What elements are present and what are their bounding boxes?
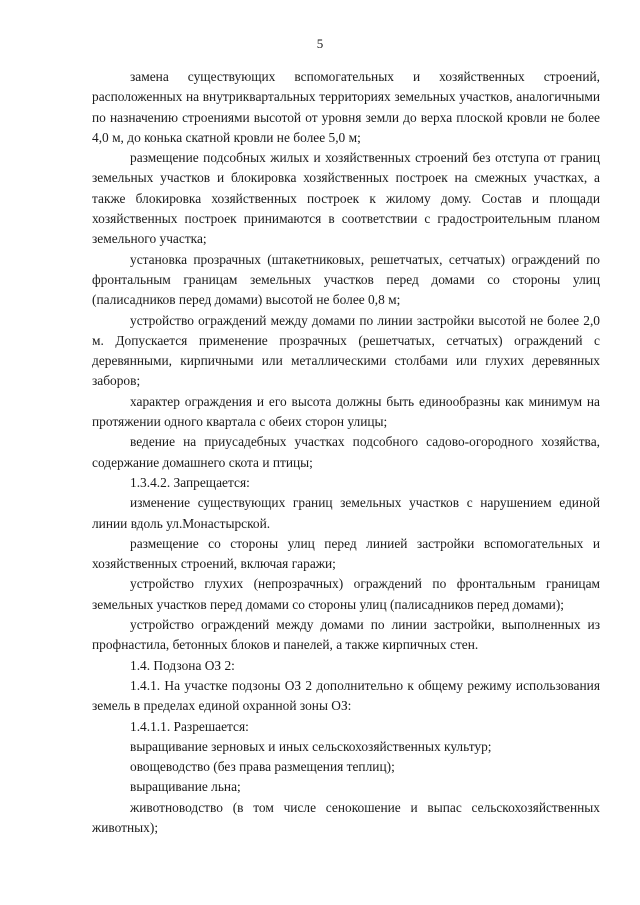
paragraph-fence-materials: устройство ограждений между домами по линии застройки, выполненных из профнастила, бетонных блоков и панелей, а также кирпичных стен.: [92, 617, 600, 653]
paragraph-street-side-buildings: размещение со стороны улиц перед линией застройки вспомогательных и хозяйственных строений, включая гаражи;: [92, 535, 600, 572]
page-number: 5: [316, 36, 324, 51]
paragraph-fence-uniformity: характер ограждения и его высота должны быть единообразны как минимум на протяжении одного квартала с обеих сторон улицы;: [92, 393, 600, 430]
paragraph-placement-without-setback: размещение подсобных жилых и хозяйственных строений без отступа от границ земельных участков и блокировка хозяйственных построек на смежных участках, а также блокировка хозяйственных построек к жилому дому. Состав и площади хозяйственных построек принимаются в соответствии с градостроительным планом земельного участка;: [92, 150, 600, 247]
section-heading-prohibited: 1.3.4.2. Запрещается:: [130, 474, 250, 490]
list-item-vegetable-growing: овощеводство (без права размещения теплиц);: [130, 759, 395, 775]
list-item-livestock: животноводство (в том числе сенокошение и выпас сельскохозяйственных животных);: [92, 799, 600, 835]
paragraph-solid-fences: устройство глухих (непрозрачных) ограждений по фронтальным границам земельных участков перед домами со стороны улиц (палисадников перед домами);: [92, 576, 600, 612]
paragraph-subzone-regime: 1.4.1. На участке подзоны ОЗ 2 дополнительно к общему режиму использования земель в пределах единой охранной зоны ОЗ:: [92, 677, 600, 714]
paragraph-replacement-of-buildings: замена существующих вспомогательных и хозяйственных строений, расположенных на внутриквартальных территориях земельных участков, аналогичными по назначению строениями высотой от уровня земли до верха плоской кровли не более 4,0 м, до конька скатной кровли не более 5,0 м;: [92, 69, 600, 145]
paragraph-fences-between-houses: устройство ограждений между домами по линии застройки высотой не более 2,0 м. Допускается применение прозрачных (решетчатых, сетчатых) ограждений с деревянными, кирпичными или металлическими столбами или глухих деревянных заборов;: [92, 312, 600, 389]
section-heading-permitted: 1.4.1.1. Разрешается:: [130, 718, 249, 734]
paragraph-household-farming: ведение на приусадебных участках подсобного садово-огородного хозяйства, содержание домашнего скота и птицы;: [92, 434, 600, 470]
list-item-grain-crops: выращивание зерновых и иных сельскохозяйственных культур;: [130, 738, 492, 754]
list-item-flax-growing: выращивание льна;: [130, 779, 241, 795]
body-text: [92, 67, 600, 838]
paragraph-transparent-fences: установка прозрачных (штакетниковых, решетчатых, сетчатых) ограждений по фронтальным границам земельных участков перед домами со стороны улиц (палисадников перед домами) высотой не более 0,8 м;: [92, 251, 600, 308]
paragraph-boundary-change: изменение существующих границ земельных участков с нарушением единой линии вдоль ул.Монастырской.: [92, 495, 600, 531]
section-heading-subzone: 1.4. Подзона ОЗ 2:: [130, 657, 235, 673]
